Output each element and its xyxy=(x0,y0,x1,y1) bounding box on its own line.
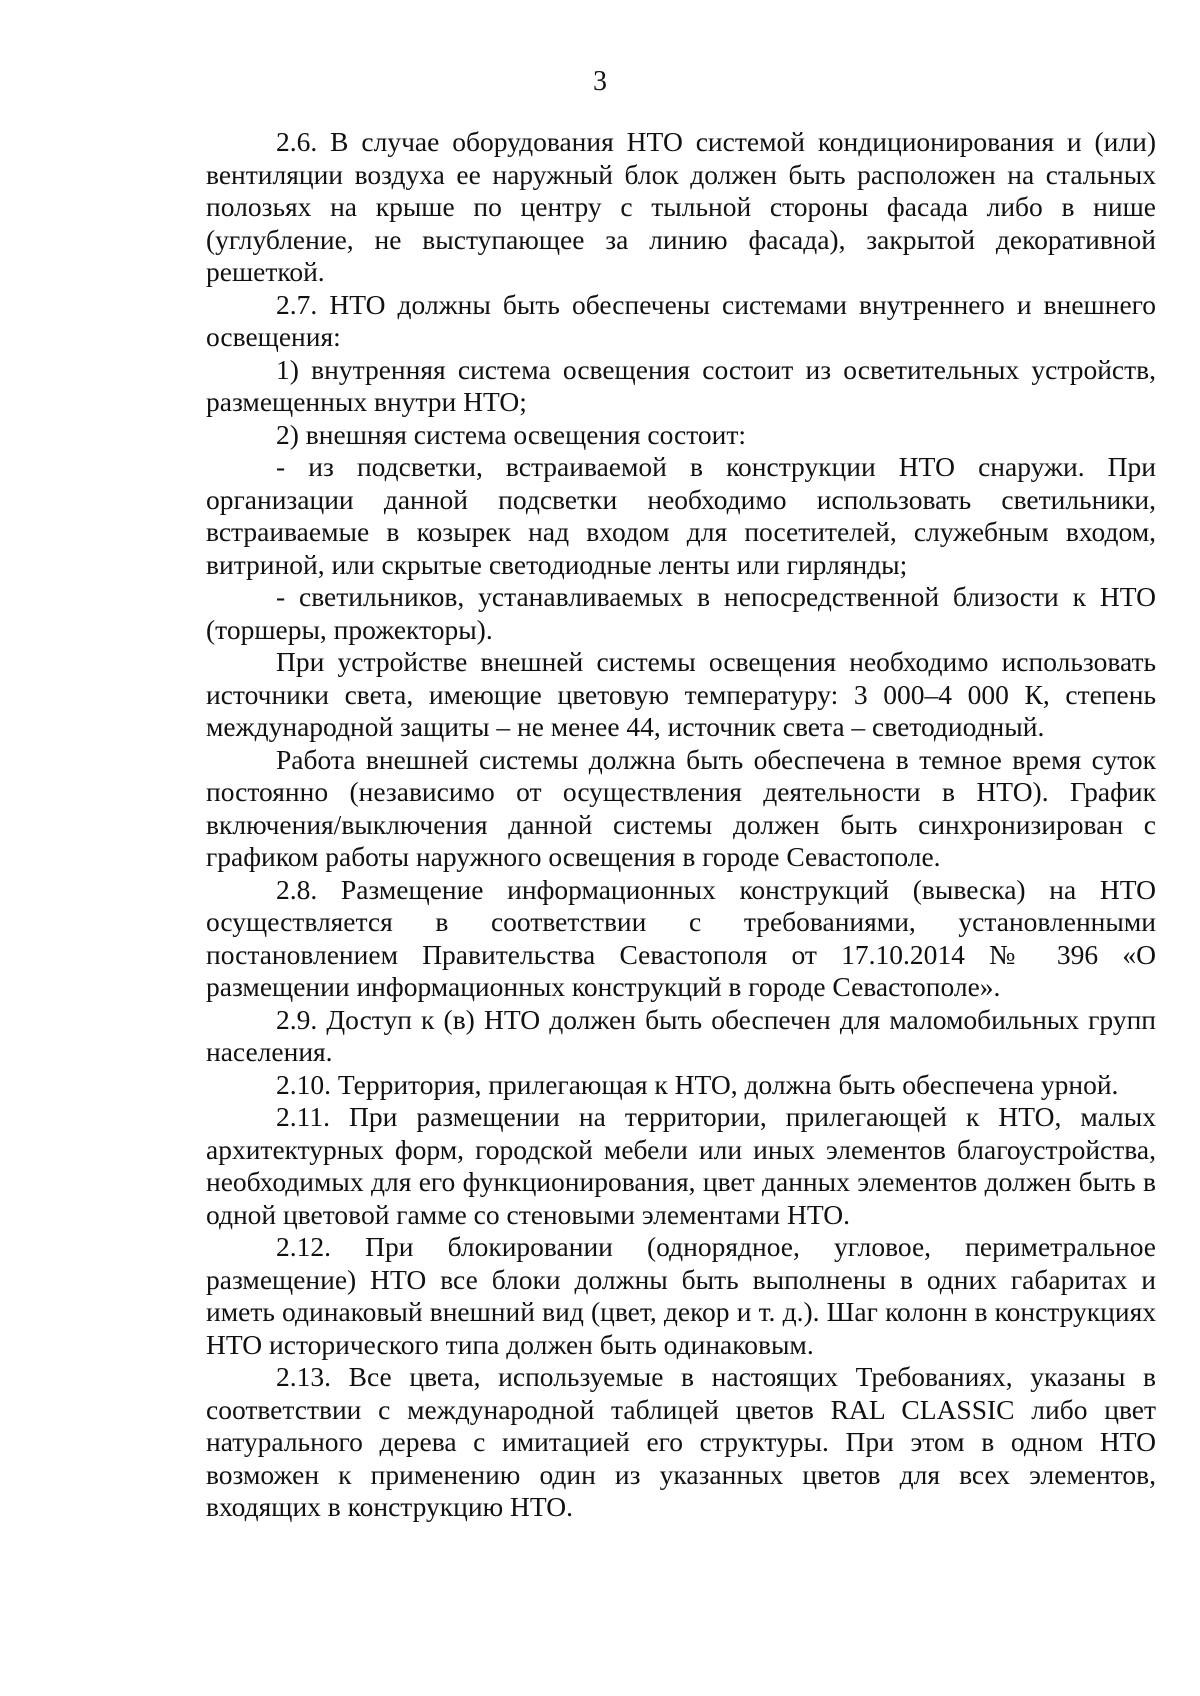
paragraph-internal-lighting: 1) внутренняя система освещения состоит из осветительных устройств, размещенных внутри НТО; xyxy=(206,353,1156,417)
paragraph-light-sources: При устройстве внешней системы освещения необходимо использовать источники света, имеющие цветовую температуру: 3 000–4 000 К, степень международной защиты – не менее 44, источник света – светодиодный. xyxy=(206,646,1156,742)
paragraph-2-9: 2.9. Доступ к (в) НТО должен быть обеспечен для маломобильных групп населения. xyxy=(206,1003,1156,1067)
paragraph-2-8: 2.8. Размещение информационных конструкций (вывеска) на НТО осуществляется в соответствии с требованиями, установленными постановлением Правительства Севастополя от 17.10.2014 № 396 «О размещении информационных конструкций в городе Севастополе». xyxy=(206,873,1156,1002)
paragraph-2-11: 2.11. При размещении на территории, прилегающей к НТО, малых архитектурных форм, городской мебели или иных элементов благоустройства, необходимых для его функционирования, цвет данных элементов должен быть в одной цветовой гамме со стеновыми элементами НТО. xyxy=(206,1101,1156,1230)
paragraph-operation-schedule: Работа внешней системы должна быть обеспечена в темное время суток постоянно (независимо от осуществления деятельности в НТО). График включения/выключения данной системы должен быть синхронизирован с графиком работы наружного освещения в городе Севастополе. xyxy=(206,743,1156,872)
page-number: 3 xyxy=(593,66,607,97)
paragraph-2-7: 2.7. НТО должны быть обеспечены системами внутреннего и внешнего освещения: xyxy=(206,288,1156,352)
paragraph-2-10: 2.10. Территория, прилегающая к НТО, должна быть обеспечена урной. xyxy=(276,1068,1119,1100)
paragraph-2-13: 2.13. Все цвета, используемые в настоящих Требованиях, указаны в соответствии с международной таблицей цветов RAL CLASSIC либо цвет натурального дерева с имитацией его структуры. При этом в одном НТО возможен к применению один из указанных цветов для всех элементов, входящих в конструкцию НТО. xyxy=(206,1361,1156,1522)
paragraph-2-12: 2.12. При блокировании (однорядное, угловое, периметральное размещение) НТО все блоки должны быть выполнены в одних габаритах и иметь одинаковый внешний вид (цвет, декор и т. д.). Шаг колонн в конструкциях НТО исторического типа должен быть одинаковым. xyxy=(206,1231,1156,1360)
paragraph-2-6: 2.6. В случае оборудования НТО системой кондиционирования и (или) вентиляции воздуха ее наружный блок должен быть расположен на стальных полозьях на крыше по центру с тыльной стороны фасада либо в нише (углубление, не выступающее за линию фасада), закрытой декоративной решеткой. xyxy=(206,126,1156,287)
paragraph-backlight: - из подсветки, встраиваемой в конструкции НТО снаружи. При организации данной подсветки необходимо использовать светильники, встраиваемые в козырек над входом для посетителей, служебным входом, витриной, или скрытые светодиодные ленты или гирлянды; xyxy=(206,451,1156,580)
paragraph-external-lighting: 2) внешняя система освещения состоит: xyxy=(276,418,747,450)
document-body xyxy=(206,126,1156,1524)
paragraph-luminaires: - светильников, устанавливаемых в непосредственной близости к НТО (торшеры, прожекторы). xyxy=(206,581,1156,645)
